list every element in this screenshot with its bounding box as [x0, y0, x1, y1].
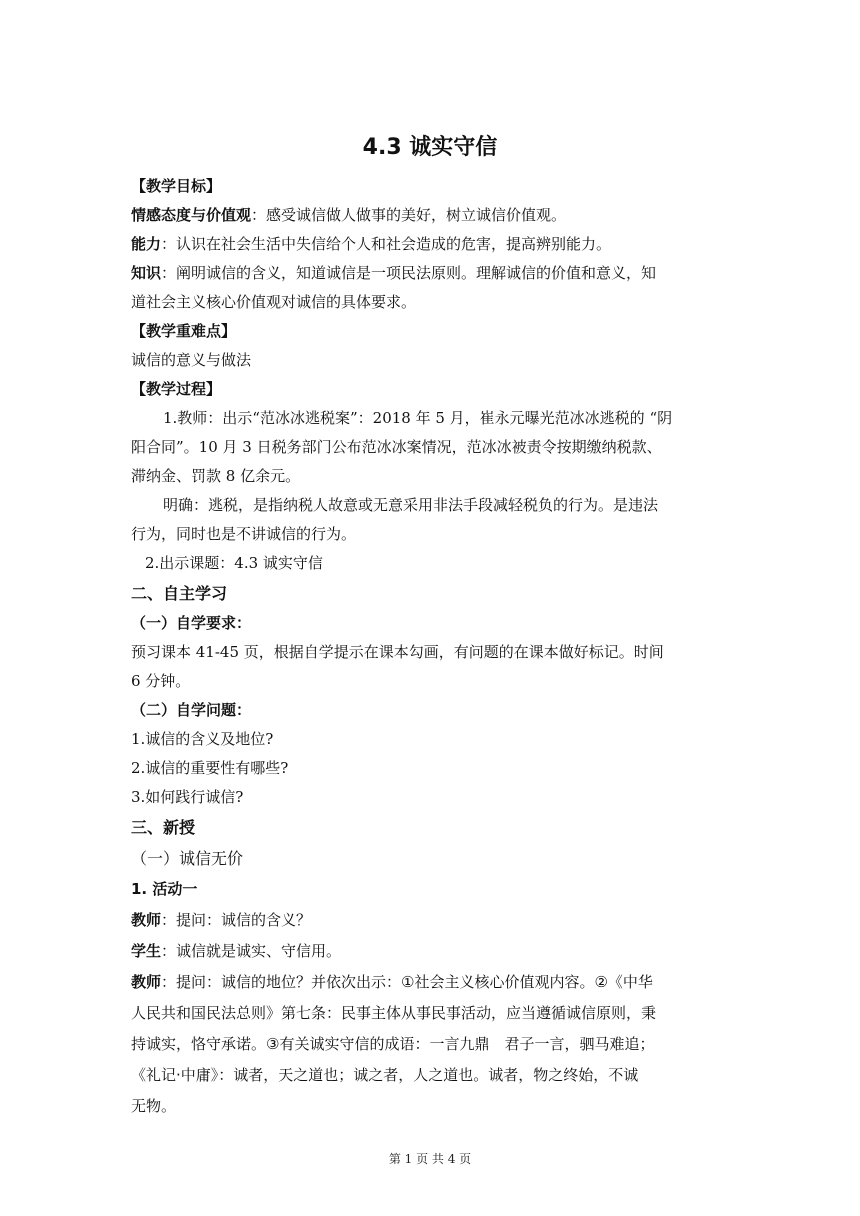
goal-knowledge-text-2: 道社会主义核心价值观对诚信的具体要求。 — [131, 293, 417, 311]
goal-attitude — [131, 201, 731, 230]
teacher-label-2: 教师 — [131, 973, 162, 991]
self-study-q1: 1.诚信的含义及地位? — [131, 730, 274, 748]
key-points-heading: 【教学重难点】 — [131, 322, 237, 340]
self-study-q2: 2.诚信的重要性有哪些? — [131, 759, 289, 777]
teacher-text-2d: 《礼记·中庸》：诚者，天之道也；诚之者，人之道也。诚者，物之终始，不诚 — [131, 1066, 639, 1084]
self-study-q3: 3.如何践行诚信? — [131, 788, 244, 806]
self-study-req-line1: 预习课本 41-45 页，根据自学提示在课本勾画，有问题的在课本做好标记。时间 — [131, 643, 664, 661]
goal-knowledge-label: 知识 — [131, 264, 162, 282]
goal-attitude-label: 情感态度与价值观 — [131, 206, 252, 224]
self-study-heading: 二、自主学习 — [131, 584, 228, 603]
process-p3: 2.出示课题：4.3 诚实守信 — [145, 554, 323, 572]
student-label: 学生 — [131, 942, 162, 960]
page-footer: 第 1 页 共 4 页 — [388, 1152, 472, 1166]
goal-ability-label: 能力 — [131, 235, 162, 253]
process-p1-line3: 滞纳金、罚款 8 亿余元。 — [131, 467, 301, 485]
self-study-req-heading: （一）自学要求： — [131, 614, 252, 632]
process-heading: 【教学过程】 — [131, 380, 222, 398]
goal-knowledge — [131, 259, 731, 288]
self-study-req-line2: 6 分钟。 — [131, 672, 191, 690]
goal-ability — [131, 230, 731, 259]
teacher-text-2a: ：提问：诚信的地位？并依次出示：①社会主义核心价值观内容。②《中华 — [161, 973, 653, 991]
process-p2-line2: 行为，同时也是不讲诚信的行为。 — [131, 525, 357, 543]
page-title: 4.3 诚实守信 — [362, 135, 498, 160]
teacher-text-1: ：提问：诚信的含义？ — [161, 911, 312, 929]
process-p2-line1: 明确：逃税，是指纳税人故意或无意采用非法手段减轻税负的行为。是违法 — [163, 496, 659, 514]
goal-attitude-text: ：感受诚信做人做事的美好，树立诚信价值观。 — [251, 206, 567, 224]
key-points-text: 诚信的意义与做法 — [131, 351, 252, 369]
document-body — [131, 172, 731, 1122]
student-text-1: ：诚信就是诚实、守信用。 — [161, 942, 342, 960]
process-p1-line1: 1.教师：出示“范冰冰逃税案”：2018 年 5 月，崔永元曝光范冰冰逃税的 “阴 — [163, 409, 673, 427]
teaching-goals-heading: 【教学目标】 — [131, 177, 222, 195]
student-line-1 — [131, 936, 731, 967]
new-lesson-heading: 三、新授 — [131, 818, 196, 837]
new-lesson-sub-heading: （一）诚信无价 — [131, 849, 244, 868]
teacher-line-2 — [131, 967, 731, 998]
teacher-text-2e: 无物。 — [131, 1097, 177, 1115]
self-study-q-heading: （二）自学问题： — [131, 701, 252, 719]
teacher-label: 教师 — [131, 911, 162, 929]
teacher-text-2c: 持诚实，恪守承诺。③有关诚实守信的成语：一言九鼎 君子一言，驷马难追； — [131, 1035, 655, 1053]
teacher-line-1 — [131, 905, 731, 936]
process-p1-line2: 阳合同”。10 月 3 日税务部门公布范冰冰案情况，范冰冰被责令按期缴纳税款、 — [131, 438, 662, 456]
goal-knowledge-text-1: ：阐明诚信的含义，知道诚信是一项民法原则。理解诚信的价值和意义，知 — [161, 264, 657, 282]
teacher-text-2b: 人民共和国民法总则》第七条：民事主体从事民事活动，应当遵循诚信原则，秉 — [131, 1004, 657, 1022]
goal-ability-text: ：认识在社会生活中失信给个人和社会造成的危害，提高辨别能力。 — [161, 235, 612, 253]
activity-heading: 1. 活动一 — [131, 880, 198, 898]
